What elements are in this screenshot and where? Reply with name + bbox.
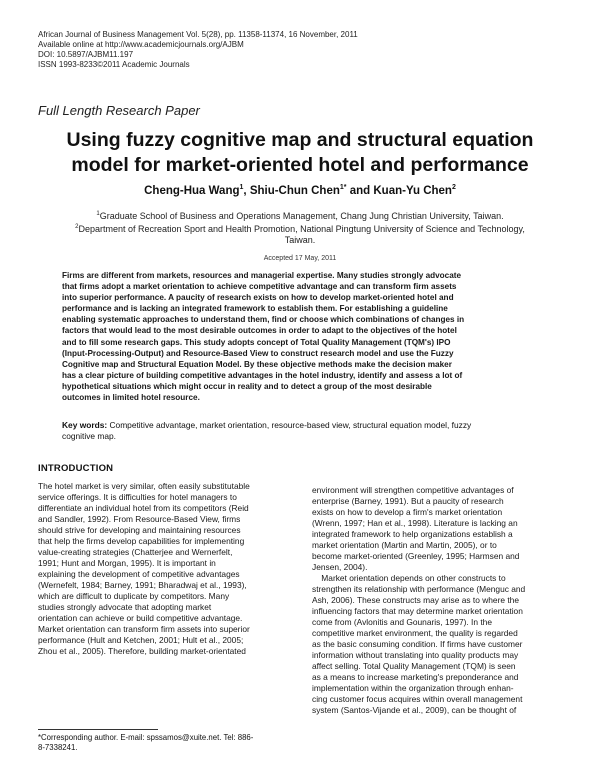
body-line: strengthen its relationship with performance (Menguc and — [312, 584, 526, 594]
body-line: Zhou et al., 2005). Therefore, building market-orientated — [38, 646, 246, 656]
body-line: market orientation (Martin and Martin, 2005), or to — [312, 540, 497, 550]
body-line: come from (Avlonitis and Gounaris, 1997). In the — [312, 617, 492, 627]
author-2: Shiu-Chun Chen — [249, 184, 340, 197]
body-line: become market-oriented (Greenley, 1995; Harmsen and — [312, 551, 520, 561]
body-line: system (Santos-Vijande et al., 2009), can be thought of — [312, 705, 517, 715]
body-line: implementation within the organization through enhan- — [312, 683, 514, 693]
body-line: (Wernefelt, 1984; Barney, 1991; Bharadwaj et al., 1993), — [38, 580, 247, 590]
abstract-line: (Input-Processing-Output) and Resource-Based View to construct research model and use the Fuzzy — [62, 348, 454, 358]
author-2-affil: 1 — [339, 184, 344, 191]
body-line: The hotel market is very similar, often easily substitutable — [38, 481, 250, 491]
abstract-line: hypothetical situations which might occur in reality and to detect a group of the most desirable — [62, 381, 432, 391]
body-line: enterprise (Barney, 1991). But a paucity of research — [312, 496, 504, 506]
keywords-text: Competitive advantage, market orientation, resource-based view, structural equation model, fuzzy — [107, 420, 472, 430]
body-line: affect selling. Total Quality Management (TQM) is seen — [312, 661, 516, 671]
body-line: service offerings. It is difficulties for hotel managers to — [38, 492, 237, 502]
footnote-line-2: 8-7338241. — [38, 743, 78, 752]
affiliation-2-text: Department of Recreation Sport and Health Promotion, National Pingtung University of Science and Technology, — [78, 224, 525, 234]
author-sep-1: , — [243, 184, 250, 197]
body-line: which are difficult to duplicate by competitors. Many — [38, 591, 230, 601]
title-line-2: model for market-oriented hotel and performance — [71, 154, 529, 176]
accepted-date: Accepted 17 May, 2011 — [263, 255, 337, 262]
affiliation-2-cont: Taiwan. — [284, 235, 316, 245]
body-line: studies strongly advocate that adopting market — [38, 602, 212, 612]
abstract-line: has a clear picture of building competitive advantages in the hotel industry, identify and assess a lot of — [62, 370, 463, 380]
keywords-label: Key words: — [62, 420, 108, 430]
body-line: that help the firms develop capabilities for implementing — [38, 536, 245, 546]
body-line: 1991; Hunt and Morgan, 1995). It is important in — [38, 558, 216, 568]
section-heading-introduction: INTRODUCTION — [38, 463, 114, 474]
abstract-line: Cognitive map and Structural Equation Model. By these objective methods make the decision maker — [62, 359, 452, 369]
author-sep-2: and — [346, 184, 374, 197]
abstract-line: Firms are different from markets, resources and managerial expertise. Many studies strongly advocate — [62, 271, 462, 280]
body-line: explaining the development of competitive advantages — [38, 569, 240, 579]
body-line: (Wrenn, 1997; Han et al., 1998). Literature is lacking an — [312, 518, 518, 528]
abstract-line: and to fill some research gaps. This study adopts concept of Total Quality Management (TQM's) IPO — [62, 337, 451, 347]
author-3-affil: 2 — [451, 184, 456, 191]
affiliation-2 — [40, 222, 560, 235]
author-list — [40, 184, 560, 197]
affiliation-1-text: Graduate School of Business and Operations Management, Chang Jung Christian University, Taiwan. — [99, 211, 504, 221]
body-line: should strive for developing and maintaining resources — [38, 525, 241, 535]
abstract-line: outcomes in limited hotel resource. — [62, 393, 200, 403]
paper-title — [40, 128, 560, 178]
footnote-divider — [38, 729, 158, 730]
title-line-1: Using fuzzy cognitive map and structural equation — [66, 129, 534, 151]
body-line: integrated framework to help organizations establish a — [312, 529, 513, 539]
body-line: value-creating strategies (Chatterjee and Wernerfelt, — [38, 547, 233, 557]
body-line: differentiate an individual hotel from its competitors (Reid — [38, 503, 249, 513]
body-line: as a means to increase marketing's preponderance and — [312, 672, 519, 682]
abstract — [62, 270, 540, 403]
right-column — [312, 485, 562, 716]
body-line: Market orientation depends on other constructs to — [312, 573, 506, 583]
paper-type: Full Length Research Paper — [38, 103, 200, 118]
affiliations — [40, 209, 560, 246]
left-column — [38, 481, 288, 657]
footnote-line-1: *Corresponding author. E-mail: spssamos@xuite.net. Tel: 886- — [38, 733, 254, 742]
body-line: competitive market environment, the quality is regarded — [312, 628, 518, 638]
journal-header — [38, 30, 358, 70]
abstract-line: enabling systematic approaches to understand them, find or choose which combinations of changes in — [62, 315, 465, 325]
body-line: Ash, 2006). These constructs may arise as to where the — [312, 595, 519, 605]
abstract-line: into superior performance. A paucity of research exists on how to develop market-oriented hotel and — [62, 293, 454, 303]
body-line: Market orientation can transform firm assets into superior — [38, 624, 250, 634]
abstract-line: factors that would lead to the most desirable outcomes in order to adapt to the objectives of the hotel — [62, 326, 457, 336]
abstract-line: performance and is lacking an integrated framework to establish them. For establishing a guideline — [62, 304, 448, 314]
author-1-affil: 1 — [239, 184, 244, 191]
body-line: orientation can achieve or build competitive advantage. — [38, 613, 243, 623]
body-line: environment will strengthen competitive advantages of — [312, 485, 514, 495]
body-line: and Sandler, 1992). From Resource-Based View, firms — [38, 514, 241, 524]
corresponding-mark: * — [343, 184, 347, 191]
body-line: performance (Hult and Ketchen, 2001; Hult et al., 2005; — [38, 635, 244, 645]
body-line: as the basic consuming condition. If firms have customer — [312, 639, 523, 649]
author-1: Cheng-Hua Wang — [144, 184, 240, 197]
journal-url: Available online at http://www.academicjournals.org/AJBM — [38, 40, 244, 49]
journal-doi: DOI: 10.5897/AJBM11.197 — [38, 50, 134, 59]
body-line: information without translating into quality products may — [312, 650, 519, 660]
corresponding-author-footnote — [38, 733, 288, 753]
body-line: exists on how to develop a firm's market orientation — [312, 507, 503, 517]
author-3: Kuan-Yu Chen — [373, 184, 452, 197]
body-line: influencing factors that may determine market orientation — [312, 606, 523, 616]
keywords-text-cont: cognitive map. — [62, 431, 116, 441]
abstract-line: that firms adopt a market orientation to achieve competitive advantage and can transform firm assets — [62, 282, 457, 292]
affiliation-1 — [40, 209, 560, 222]
affiliation-1-number: 1 — [96, 211, 100, 217]
body-line: Jensen, 2004). — [312, 562, 368, 572]
keywords — [62, 420, 540, 442]
body-line: cing customer focus acquires within overall management — [312, 694, 523, 704]
journal-citation: African Journal of Business Management Vol. 5(28), pp. 11358-11374, 16 November, 2011 — [38, 30, 358, 39]
affiliation-2-number: 2 — [75, 224, 79, 230]
journal-issn: ISSN 1993-8233©2011 Academic Journals — [38, 60, 190, 69]
